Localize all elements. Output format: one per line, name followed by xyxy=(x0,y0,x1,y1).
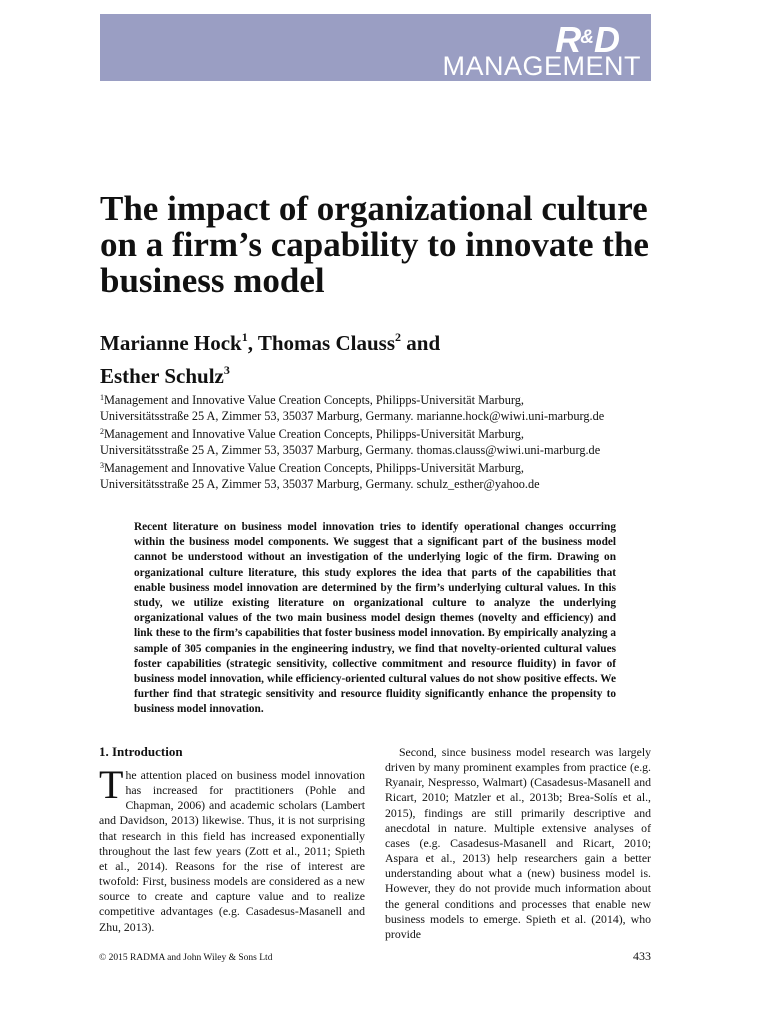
author-name: Marianne Hock xyxy=(100,331,242,355)
section-heading: 1. Introduction xyxy=(99,744,183,759)
affiliation-continued: Universitätsstraße 25 A, Zimmer 53, 35037 Marburg, Germany. thomas.clauss@wiwi.uni-marburg.de xyxy=(100,442,601,457)
affiliation-marker: 2 xyxy=(100,427,104,436)
journal-banner xyxy=(100,14,651,81)
body-column-right xyxy=(385,745,651,942)
author-name: Esther Schulz xyxy=(100,364,224,388)
affiliation xyxy=(100,390,660,409)
body-paragraph: Second, since business model research was largely driven by many prominent examples from practice (e.g. Ryanair, Nespresso, Walmart) (Casadesus-Masanell and Ricart, 2010; Matzler et al., 2013b; Brea-Solís et al., 2015), findings are still primarily descriptive and anecdotal in nature. Multiple extensive analyses of cases (e.g. Casadesus-Masanell and Ricart, 2010; Aspara et al., 2013) help researchers gain a better understanding about what a (new) business model is. However, they do not provide much information about the general conditions and processes that enable new business models to emerge. Spieth et al. (2014), who provide xyxy=(385,745,651,941)
page-number: 433 xyxy=(633,949,651,963)
logo-letter-r: R xyxy=(555,19,581,60)
affiliation-line: Management and Innovative Value Creation Concepts, Philipps-Universität Marburg, xyxy=(104,393,524,407)
author-affil-marker: 3 xyxy=(223,363,230,377)
body-paragraph xyxy=(99,762,365,935)
affiliation xyxy=(100,424,660,443)
logo-letter-d: D xyxy=(594,19,619,60)
copyright-notice: © 2015 RADMA and John Wiley & Sons Ltd xyxy=(99,953,273,963)
logo-ampersand: & xyxy=(580,27,594,48)
affiliation-line: Management and Innovative Value Creation Concepts, Philipps-Universität Marburg, xyxy=(104,427,524,441)
journal-logo-management: MANAGEMENT xyxy=(442,51,641,81)
article-title: The impact of organizational culture on a firm’s capability to innovate the business model xyxy=(100,189,649,300)
author-list xyxy=(100,324,660,390)
affiliation xyxy=(100,458,660,477)
drop-cap: T xyxy=(99,762,124,807)
author-name: Thomas Clauss xyxy=(257,331,396,355)
author-affil-marker: 2 xyxy=(395,330,402,344)
abstract: Recent literature on business model innovation tries to identify operational changes occurring within the business model components. We suggest that a significant part of the business model cannot be understood without an investigation of the underlying logic of the firm. Drawing on organizational culture literature, this study explores the idea that parts of the capabilities that enable business model innovation are determined by the firm’s underlying cultural values. In this study, we utilize existing literature on organizational culture to analyze the underlying organizational values of the two main business model design themes (novelty and efficiency) and link these to the firm’s capabilities that foster business model innovation. By empirically analyzing a sample of 305 companies in the engineering industry, we find that novelty-oriented cultural values foster capabilities (strategic sensitivity, collective commitment and resource fluidity) in favor of business model innovation, while efficiency-oriented cultural values do not show positive effects. We further find that strategic sensitivity and resource fluidity significantly enhance the propensity to business model innovation. xyxy=(134,521,616,716)
author-separator: , xyxy=(247,331,258,355)
paragraph-text: he attention placed on business model innovation has increased for practitioners (Pohle and Chapman, 2006) and academic scholars (Lambert and Davidson, 2013) likewise. Thus, it is not surprising that research in this field has increased exponentially throughout the last few years (Zott et al., 2011; Spieth et al., 2014). Reasons for the rise of interest are twofold: First, business models are considered as a new source to create and capture value and to realize competitive advantages (e.g. Casadesus-Masanell and Zhu, 2013). xyxy=(99,768,365,934)
affiliation-continued: Universitätsstraße 25 A, Zimmer 53, 35037 Marburg, Germany. marianne.hock@wiwi.uni-marburg.de xyxy=(100,408,605,423)
author-separator: and xyxy=(401,331,441,355)
affiliation-marker: 3 xyxy=(100,461,104,470)
affiliations xyxy=(100,390,660,492)
affiliation-line: Management and Innovative Value Creation Concepts, Philipps-Universität Marburg, xyxy=(104,461,524,475)
affiliation-continued: Universitätsstraße 25 A, Zimmer 53, 35037 Marburg, Germany. schulz_esther@yahoo.de xyxy=(100,476,540,491)
affiliation-marker: 1 xyxy=(100,393,104,402)
author-affil-marker: 1 xyxy=(241,330,248,344)
body-column-left xyxy=(99,743,365,935)
